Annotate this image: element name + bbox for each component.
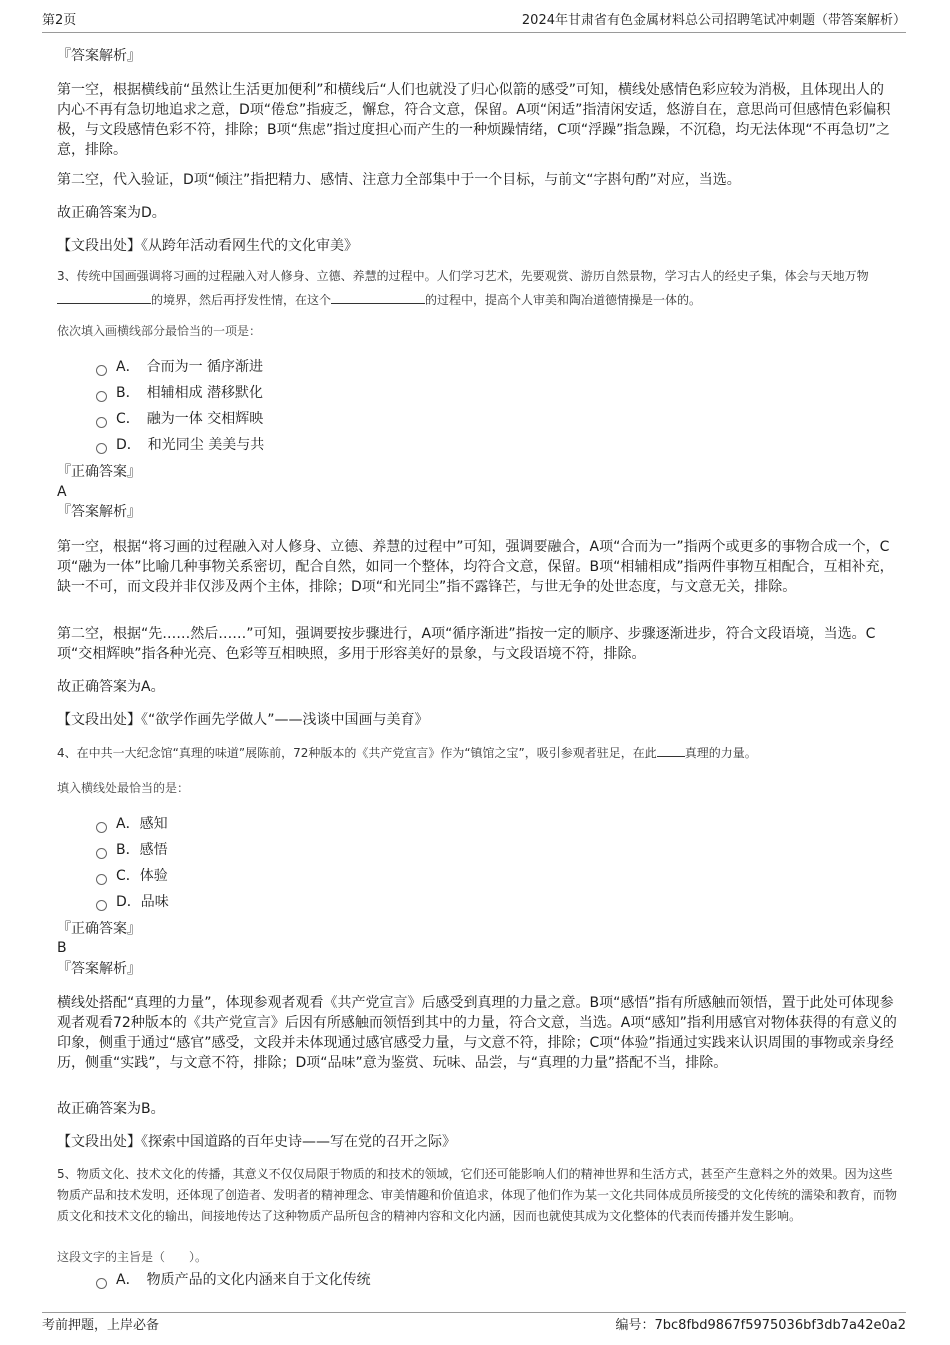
page-footer	[42, 1312, 906, 1337]
correct-answer-label: 『正确答案』	[57, 921, 141, 937]
analysis-paragraph: 第一空，根据“将习画的过程融入对人修身、立德、养慧的过程中”可知，强调要融合，A项“合而为一”指两个或更多的事物合成一个，C项“融为一体”比喻几种事物关系密切，配合自然，如同一个整体，均符合文意，保留。B项“相辅相成”指两件事物互相配合，互相补充，缺一不可，而文段并非仅涉及两个主体，排除；D项“和光同尘”指不露锋芒，与世无争的处世态度，与文意无关，排除。	[57, 539, 894, 595]
option-c[interactable]: C． 融为一体 交相辉映	[96, 409, 263, 429]
source-citation: 【文段出处】《“欲学作画先学做人”——浅谈中国画与美育》	[57, 712, 429, 728]
analysis-label: 『答案解析』	[57, 961, 141, 977]
analysis-label: 『答案解析』	[57, 504, 141, 520]
option-b[interactable]: B． 相辅相成 潜移默化	[96, 383, 263, 403]
document-title: 2024年甘肃省有色金属材料总公司招聘笔试冲刺题（带答案解析）	[521, 13, 906, 28]
radio-icon[interactable]	[96, 1278, 107, 1289]
question-stem: 4、在中共一大纪念馆“真理的味道”展陈前，72种版本的《共产党宣言》作为“镇馆之宝”，吸引参观者驻足，在此 真理的力量。	[57, 741, 897, 765]
correct-answer: B	[57, 940, 67, 956]
radio-icon[interactable]	[96, 822, 107, 833]
question-instruction: 这段文字的主旨是（ ）。	[57, 1250, 208, 1264]
correct-answer: A	[57, 484, 67, 500]
question-stem: 3、传统中国画强调将习画的过程融入对人修身、立德、养慧的过程中。人们学习艺术，先要观赏、游历自然景物，学习古人的经史子集，体会与天地万物的境界，然后再抒发性情，在这个 的过程中，提高个人审美和陶冶道德情操是一体的。	[57, 269, 869, 307]
option-a[interactable]: A． 合而为一 循序渐进	[96, 357, 263, 377]
page-header	[42, 12, 906, 33]
option-c[interactable]: C．体验	[96, 866, 168, 886]
document-id: 编号：7bc8fbd9867f5975036bf3db7a42e0a2	[615, 1318, 906, 1333]
question-instruction: 依次填入画横线部分最恰当的一项是：	[57, 324, 262, 338]
answer-conclusion: 故正确答案为B。	[57, 1101, 165, 1117]
radio-icon[interactable]	[96, 391, 107, 402]
answer-conclusion: 故正确答案为A。	[57, 679, 165, 695]
radio-icon[interactable]	[96, 848, 107, 859]
answer-conclusion: 故正确答案为D。	[57, 205, 166, 221]
radio-icon[interactable]	[96, 874, 107, 885]
source-citation: 【文段出处】《从跨年活动看网生代的文化审美》	[57, 238, 358, 254]
analysis-paragraph: 横线处搭配“真理的力量”，体现参观者观看《共产党宣言》后感受到真理的力量之意。B项“感悟”指有所感触而领悟，置于此处可体现参观者观看72种版本的《共产党宣言》后因有所感触而领悟到其中的力量，符合文意，当选。A项“感知”指利用感官对物体获得的有意义的印象，侧重于通过“感官”感受，文段并未体现通过感官感受力量，与文意不符，排除；C项“体验”指通过实践来认识周围的事物或亲身经历，侧重“实践”，与文意不符，排除；D项“品味”意为鉴赏、玩味、品尝，与“真理的力量”搭配不当，排除。	[57, 995, 897, 1071]
question-instruction: 填入横线处最恰当的是：	[57, 781, 190, 795]
radio-icon[interactable]	[96, 417, 107, 428]
analysis-paragraph: 第二空，代入验证，D项“倾注”指把精力、感情、注意力全部集中于一个目标，与前文“字斟句酌”对应，当选。	[57, 172, 741, 188]
answer-blank	[57, 289, 151, 304]
source-citation: 【文段出处】《探索中国道路的百年史诗——写在党的召开之际》	[57, 1134, 456, 1150]
radio-icon[interactable]	[96, 900, 107, 911]
option-b[interactable]: B．感悟	[96, 840, 168, 860]
question-stem: 5、物质文化、技术文化的传播，其意义不仅仅局限于物质的和技术的领域，它们还可能影响人们的精神世界和生活方式，甚至产生意料之外的效果。因为这些物质产品和技术发明，还体现了创造者、发明者的精神理念、审美情趣和价值追求，体现了他们作为某一文化共同体成员所接受的文化传统的濡染和教育，而物质文化和技术文化的输出，间接地传达了这种物质产品所包含的精神内容和文化内涵，因而也就使其成为文化整体的代表而传播并发生影响。	[57, 1167, 898, 1223]
radio-icon[interactable]	[96, 365, 107, 376]
radio-icon[interactable]	[96, 443, 107, 454]
analysis-paragraph: 第二空，根据“先……然后……”可知，强调要按步骤进行，A项“循序渐进”指按一定的顺序、步骤逐渐进步，符合文段语境，当选。C项“交相辉映”指各种光亮、色彩等互相映照，多用于形容美好的景象，与文段语境不符，排除。	[57, 626, 876, 662]
page-number: 第2页	[42, 13, 77, 28]
option-a[interactable]: A．感知	[96, 814, 168, 834]
answer-blank	[657, 742, 685, 757]
analysis-label: 『答案解析』	[57, 48, 141, 64]
option-a[interactable]: A． 物质产品的文化内涵来自于文化传统	[96, 1270, 371, 1290]
correct-answer-label: 『正确答案』	[57, 464, 141, 480]
option-d[interactable]: D． 和光同尘 美美与共	[96, 435, 264, 455]
analysis-paragraph: 第一空，根据横线前“虽然让生活更加便利”和横线后“人们也就没了归心似箭的感受”可知，横线处感情色彩应较为消极，且体现出人的内心不再有急切地追求之意，D项“倦怠”指疲乏，懈怠，符合文意，保留。A项“闲适”指清闲安适，悠游自在，意思尚可但感情色彩偏积极，与文段感情色彩不符，排除；B项“焦虑”指过度担心而产生的一种烦躁情绪，C项“浮躁”指急躁，不沉稳，均无法体现“不再急切”之意，排除。	[57, 82, 891, 158]
option-d[interactable]: D．品味	[96, 892, 169, 912]
footer-slogan: 考前押题，上岸必备	[42, 1318, 160, 1333]
answer-blank	[331, 289, 425, 304]
